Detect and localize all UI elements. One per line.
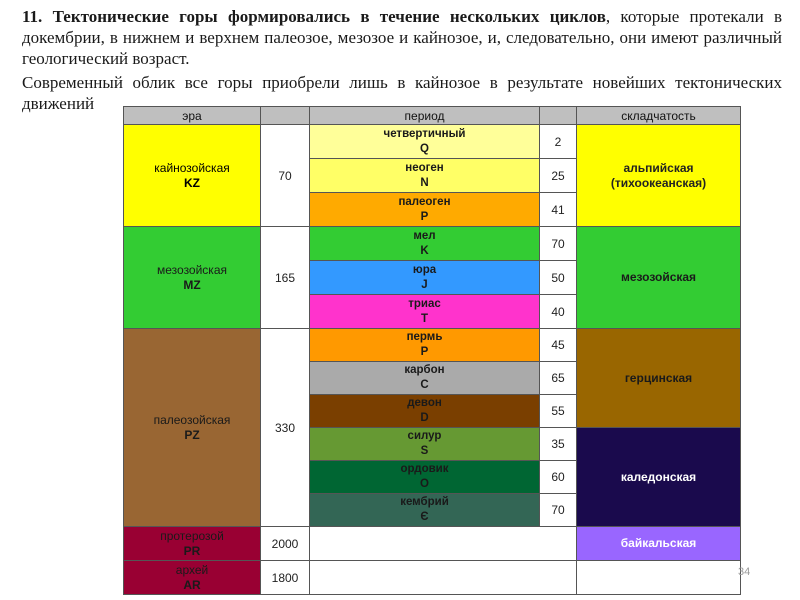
era-code: KZ [184, 175, 200, 190]
period-name: мел [413, 229, 436, 242]
period-name: неоген [405, 161, 444, 174]
folding-cell-alpine [577, 125, 741, 227]
era-code: AR [183, 577, 201, 592]
period-duration: 25 [540, 159, 577, 193]
empty-cell [310, 561, 577, 595]
folding-cell-hercynian [577, 329, 741, 428]
period-code: N [420, 176, 429, 189]
folding-name: байкальская [620, 536, 697, 550]
era-name: мезозойская [157, 262, 227, 277]
period-name: карбон [404, 364, 445, 376]
period-cell [310, 227, 540, 261]
period-code: O [420, 478, 429, 490]
description-text [22, 6, 782, 114]
era-cell-pz [124, 329, 261, 527]
period-name: четвертичный [383, 127, 466, 140]
period-cell [310, 395, 540, 428]
period-name: ордовик [400, 463, 449, 475]
era-cell-pr [124, 527, 261, 561]
era-name: архей [175, 562, 209, 577]
era-code: MZ [183, 277, 201, 292]
header-folding: складчатость [577, 107, 741, 125]
period-duration: 45 [540, 329, 577, 362]
folding-name: мезозойская [620, 270, 697, 284]
era-code: PZ [184, 427, 200, 442]
header-era: эра [124, 107, 261, 125]
period-duration: 40 [540, 295, 577, 329]
empty-cell [577, 561, 741, 595]
period-name: кембрий [400, 496, 449, 508]
period-cell [310, 362, 540, 395]
era-name: протерозой [160, 528, 224, 543]
period-code: P [420, 346, 429, 358]
header-row [124, 107, 741, 125]
paragraph-1 [22, 6, 782, 69]
folding-cell-baikal [577, 527, 741, 561]
period-code: K [420, 244, 429, 257]
period-cell [310, 159, 540, 193]
period-cell [310, 125, 540, 159]
period-name: силур [407, 430, 442, 442]
period-name: палеоген [398, 195, 451, 208]
period-duration: 60 [540, 461, 577, 494]
period-code: S [420, 445, 429, 457]
era-cell-kz [124, 125, 261, 227]
geochronology-table [123, 106, 741, 595]
folding-name: герцинская [624, 370, 693, 385]
era-cell-ar [124, 561, 261, 595]
period-cell [310, 494, 540, 527]
period-cell [310, 193, 540, 227]
period-code: J [421, 278, 428, 291]
era-duration: 330 [261, 329, 310, 527]
period-name: пермь [406, 331, 443, 343]
period-duration: 70 [540, 227, 577, 261]
period-name: юра [412, 263, 437, 276]
era-duration: 2000 [261, 527, 310, 561]
era-duration: 165 [261, 227, 310, 329]
era-code: PR [183, 543, 201, 558]
period-name: триас [408, 297, 441, 310]
paragraph-1-bold: 11. Тектонические горы формировались в течение нескольких циклов [22, 7, 606, 26]
period-duration: 65 [540, 362, 577, 395]
period-cell [310, 261, 540, 295]
header-period-duration [540, 107, 577, 125]
period-cell [310, 329, 540, 362]
period-duration: 2 [540, 125, 577, 159]
period-cell [310, 428, 540, 461]
period-name: девон [407, 397, 442, 409]
era-name: кайнозойская [154, 160, 230, 175]
period-code: C [420, 379, 429, 391]
folding-name: альпийская [623, 160, 694, 175]
period-code: T [420, 312, 429, 325]
header-era-duration [261, 107, 310, 125]
period-code: Є [420, 511, 429, 523]
period-duration: 70 [540, 494, 577, 527]
period-duration: 50 [540, 261, 577, 295]
period-duration: 41 [540, 193, 577, 227]
era-cell-mz [124, 227, 261, 329]
era-duration: 70 [261, 125, 310, 227]
paragraph-1-rest: , которые протекали в докембрии, в нижнем и верхнем палеозое, мезозое и кайнозое, и, следовательно, они имеют различный геологический возраст. [22, 7, 782, 68]
period-duration: 55 [540, 395, 577, 428]
page-number: 34 [738, 566, 751, 578]
header-period: период [310, 107, 540, 125]
era-duration: 1800 [261, 561, 310, 595]
empty-cell [310, 527, 577, 561]
paragraph-2: Современный облик все горы приобрели лишь в кайнозое в результате новейших тектонических движений [22, 73, 782, 113]
period-cell [310, 461, 540, 494]
era-name: палеозойская [153, 412, 231, 427]
period-cell [310, 295, 540, 329]
period-code: D [420, 412, 429, 424]
period-code: Q [420, 142, 429, 155]
folding-name: каледонская [620, 469, 697, 484]
period-duration: 35 [540, 428, 577, 461]
folding-cell-caledonian [577, 428, 741, 527]
period-code: P [420, 210, 429, 223]
folding-cell-mesozoic [577, 227, 741, 329]
folding-name-2: (тихоокеанская) [610, 175, 707, 190]
